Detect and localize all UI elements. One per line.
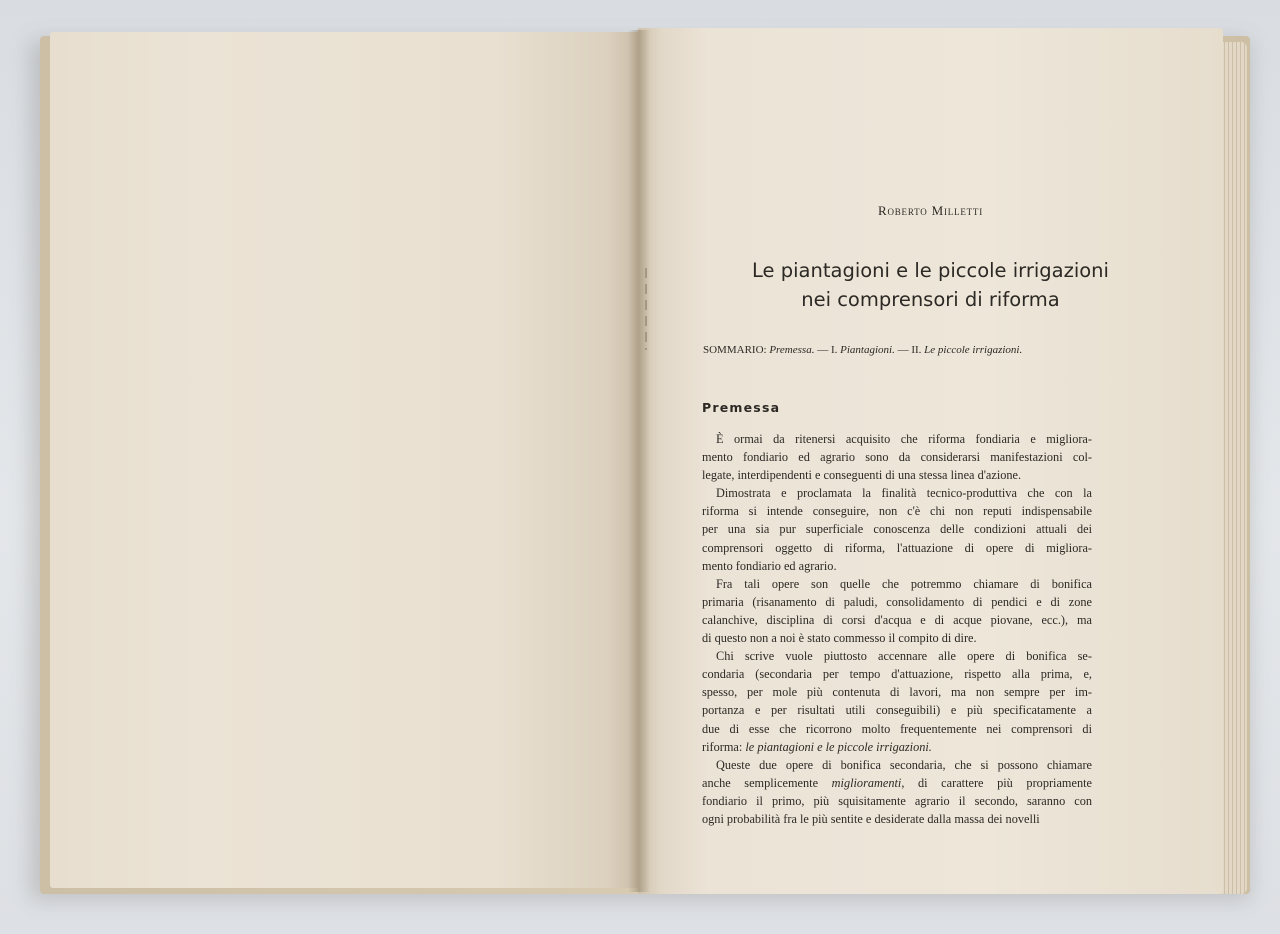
text-line: mento fondiario ed agrario.	[702, 558, 837, 573]
summary	[703, 344, 1163, 356]
text-line: di questo non a noi è stato commesso il compito di dire.	[702, 631, 977, 646]
summary-number: II.	[911, 344, 922, 356]
text-line: Chi scrive vuole piuttosto accennare alle opere di bonifica se-	[716, 649, 1092, 664]
text-line: riforma si intende conseguire, non c'è chi non reputi indispensabile	[702, 504, 1092, 519]
text-line: Dimostrata e proclamata la finalità tecnico-produttiva che con la	[716, 486, 1092, 501]
author-name: Roberto Milletti	[877, 203, 984, 218]
text-line: primaria (risanamento di paludi, consolidamento di pendici e di zone	[702, 594, 1092, 609]
body-text	[702, 430, 1092, 828]
text-line: calanchive, disciplina di corsi d'acqua e di acque piovane, ecc.), ma	[702, 612, 1092, 627]
text-line: mento fondiario ed agrario sono da considerarsi manifestazioni col-	[702, 450, 1092, 465]
text-line: legate, interdipendenti e conseguenti di una stessa linea d'azione.	[702, 468, 1022, 483]
text-line: Queste due opere di bonifica secondaria, che si possono chiamare	[716, 757, 1092, 772]
right-page	[638, 28, 1223, 894]
text-line: condaria (secondaria per tempo d'attuazione, rispetto alla prima, e,	[702, 667, 1092, 682]
title-line-2: nei comprensori di riforma	[801, 288, 1060, 311]
summary-item-irrigazioni: Le piccole irrigazioni.	[924, 344, 1023, 356]
text-line: Fra tali opere son quelle che potremmo chiamare di bonifica	[716, 576, 1092, 591]
text-line: È ormai da ritenersi acquisito che riforma fondiaria e migliora-	[716, 432, 1092, 446]
title-line-1: Le piantagioni e le piccole irrigazioni	[752, 259, 1109, 282]
text-fragment: , di carattere più propriamente	[901, 775, 1092, 790]
summary-separator: —	[814, 344, 831, 356]
summary-item-piantagioni: Piantagioni.	[840, 344, 895, 356]
book-gutter	[628, 30, 650, 892]
text-fragment-italic: le piantagioni e le piccole irrigazioni.	[745, 739, 932, 754]
text-line: comprensori oggetto di riforma, l'attuazione di opere di migliora-	[702, 540, 1092, 555]
text-line	[702, 738, 1092, 756]
text-fragment: anche semplicemente	[702, 775, 832, 790]
summary-separator: —	[894, 344, 912, 356]
text-line: due di esse che ricorrono molto frequentemente nei comprensori di	[702, 721, 1092, 736]
summary-label: SOMMARIO:	[703, 344, 767, 356]
text-fragment: riforma:	[702, 739, 746, 754]
text-fragment-italic: miglioramenti	[831, 775, 902, 790]
left-page-blank	[50, 32, 642, 888]
text-line: fondiario il primo, più squisitamente agrario il secondo, saranno con	[702, 793, 1092, 808]
text-line	[702, 774, 1092, 792]
binding-stitch	[645, 268, 647, 350]
summary-number: I.	[830, 344, 838, 356]
text-line: portanza e per risultati utili conseguibili) e più specificatamente a	[702, 703, 1092, 718]
summary-item-premessa: Premessa.	[769, 344, 815, 356]
section-heading: Premessa	[702, 400, 781, 415]
text-line: ogni probabilità fra le più sentite e desiderate dalla massa dei novelli	[702, 811, 1040, 826]
text-line: per una sia pur superficiale conoscenza delle condizioni attuali dei	[702, 522, 1092, 537]
article-title	[638, 256, 1223, 314]
text-line: spesso, per mole più contenuta di lavori, ma non sempre per im-	[702, 685, 1092, 700]
